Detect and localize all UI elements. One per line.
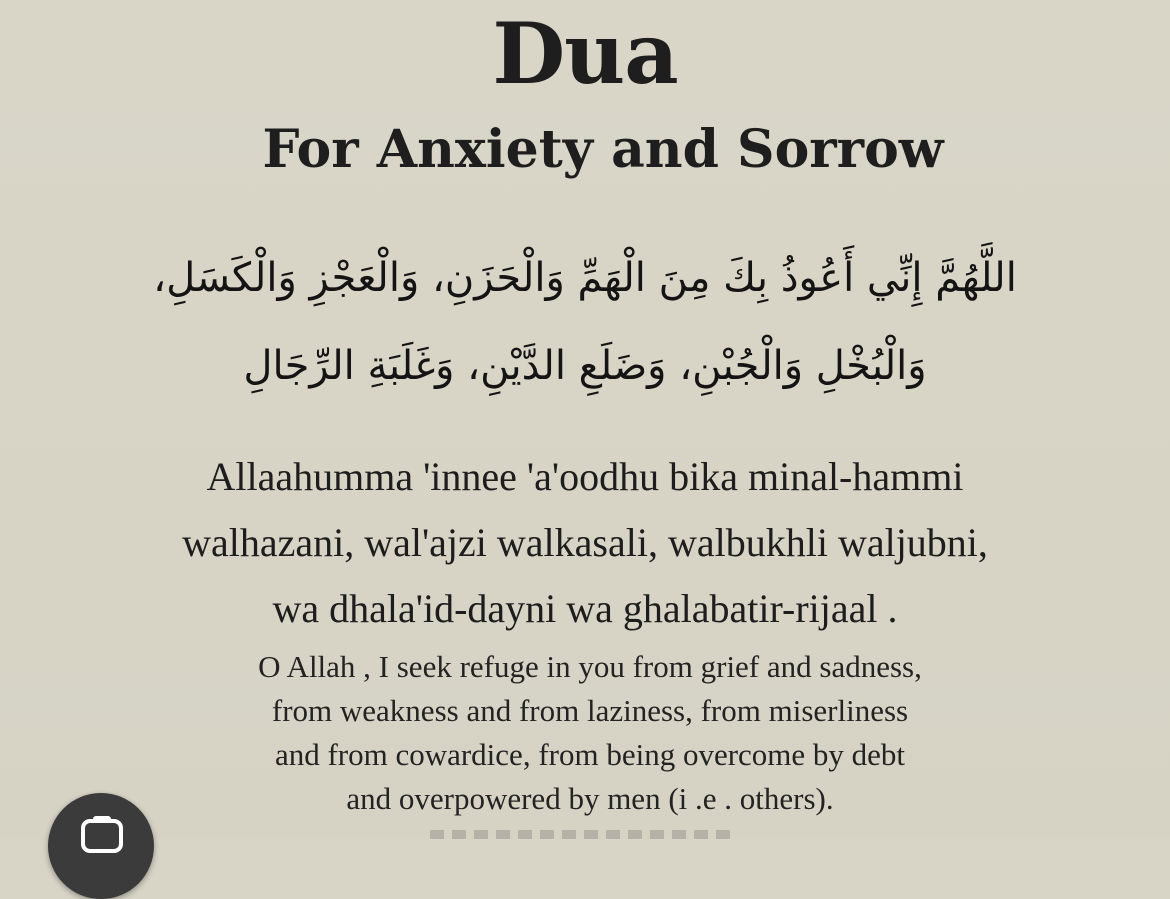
translation-text bbox=[0, 645, 1170, 821]
translation-line: and from cowardice, from being overcome by debt bbox=[274, 737, 906, 772]
translation-line: and overpowered by men (i .e . others). bbox=[346, 781, 834, 816]
arabic-line: اللَّهُمَّ إِنِّي أَعُوذُ بِكَ مِنَ الْهَمِّ وَالْحَزَنِ، وَالْعَجْزِ وَالْكَسَلِ، bbox=[153, 255, 1017, 301]
translation-line: O Allah , I seek refuge in you from grief and sadness, bbox=[258, 649, 922, 684]
image-search-icon bbox=[79, 815, 125, 855]
arabic-line: وَالْبُخْلِ وَالْجُبْنِ، وَضَلَعِ الدَّيْنِ، وَغَلَبَةِ الرِّجَالِ bbox=[243, 343, 927, 389]
transliteration-line: walhazani, wal'ajzi walkasali, walbukhli waljubni, bbox=[182, 520, 988, 565]
transliteration-text bbox=[0, 444, 1170, 642]
cropped-text-line bbox=[0, 828, 1170, 839]
cropped-text-fragment bbox=[430, 830, 730, 839]
arabic-text bbox=[60, 234, 1110, 410]
image-search-button[interactable] bbox=[48, 793, 154, 899]
transliteration-line: wa dhala'id-dayni wa ghalabatir-rijaal . bbox=[272, 586, 898, 631]
page-subtitle: For Anxiety and Sorrow bbox=[262, 119, 944, 180]
transliteration-line: Allaahumma 'innee 'a'oodhu bika minal-hammi bbox=[206, 454, 964, 499]
translation-line: from weakness and from laziness, from miserliness bbox=[271, 693, 909, 728]
page-title: Dua bbox=[492, 4, 678, 103]
